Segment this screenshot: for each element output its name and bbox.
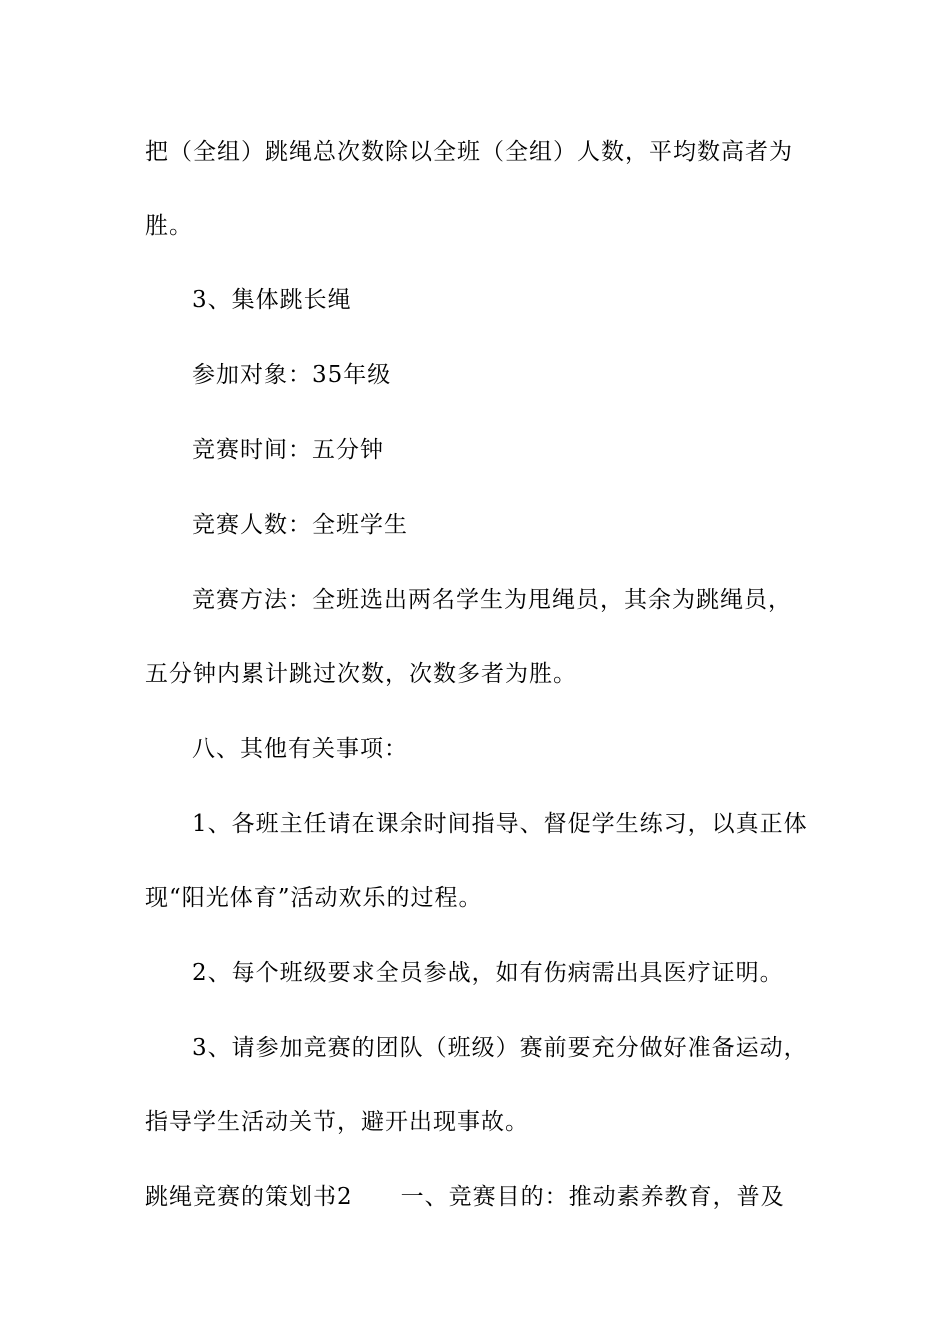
subheading-line: 3、集体跳长绳 <box>192 287 352 313</box>
paragraph-line: 胜。 <box>145 213 193 239</box>
paragraph-line: 现“阳光体育”活动欢乐的过程。 <box>145 885 483 911</box>
paragraph-line: 竞赛方法：全班选出两名学生为甩绳员，其余为跳绳员， <box>192 587 792 613</box>
paragraph-line: 指导学生活动关节，避开出现事故。 <box>145 1109 529 1135</box>
paragraph-line: 把（全组）跳绳总次数除以全班（全组）人数，平均数高者为 <box>145 139 793 165</box>
paragraph-line: 竞赛人数：全班学生 <box>192 512 408 538</box>
paragraph-line: 2、每个班级要求全员参战，如有伤病需出具医疗证明。 <box>192 960 784 986</box>
paragraph-line: 1、各班主任请在课余时间指导、督促学生练习，以真正体 <box>192 811 808 837</box>
paragraph-line: 五分钟内累计跳过次数，次数多者为胜。 <box>145 661 577 687</box>
subheading-line: 八、其他有关事项： <box>192 736 408 762</box>
section-title: 跳绳竞赛的策划书2 <box>145 1184 353 1210</box>
section-intro: 一、竞赛目的：推动素养教育，普及 <box>400 1184 785 1210</box>
paragraph-line: 竞赛时间：五分钟 <box>192 437 384 463</box>
paragraph-line: 3、请参加竞赛的团队（班级）赛前要充分做好准备运动， <box>192 1035 808 1061</box>
paragraph-line: 参加对象：35年级 <box>192 362 392 388</box>
section-heading-line <box>145 1182 785 1212</box>
